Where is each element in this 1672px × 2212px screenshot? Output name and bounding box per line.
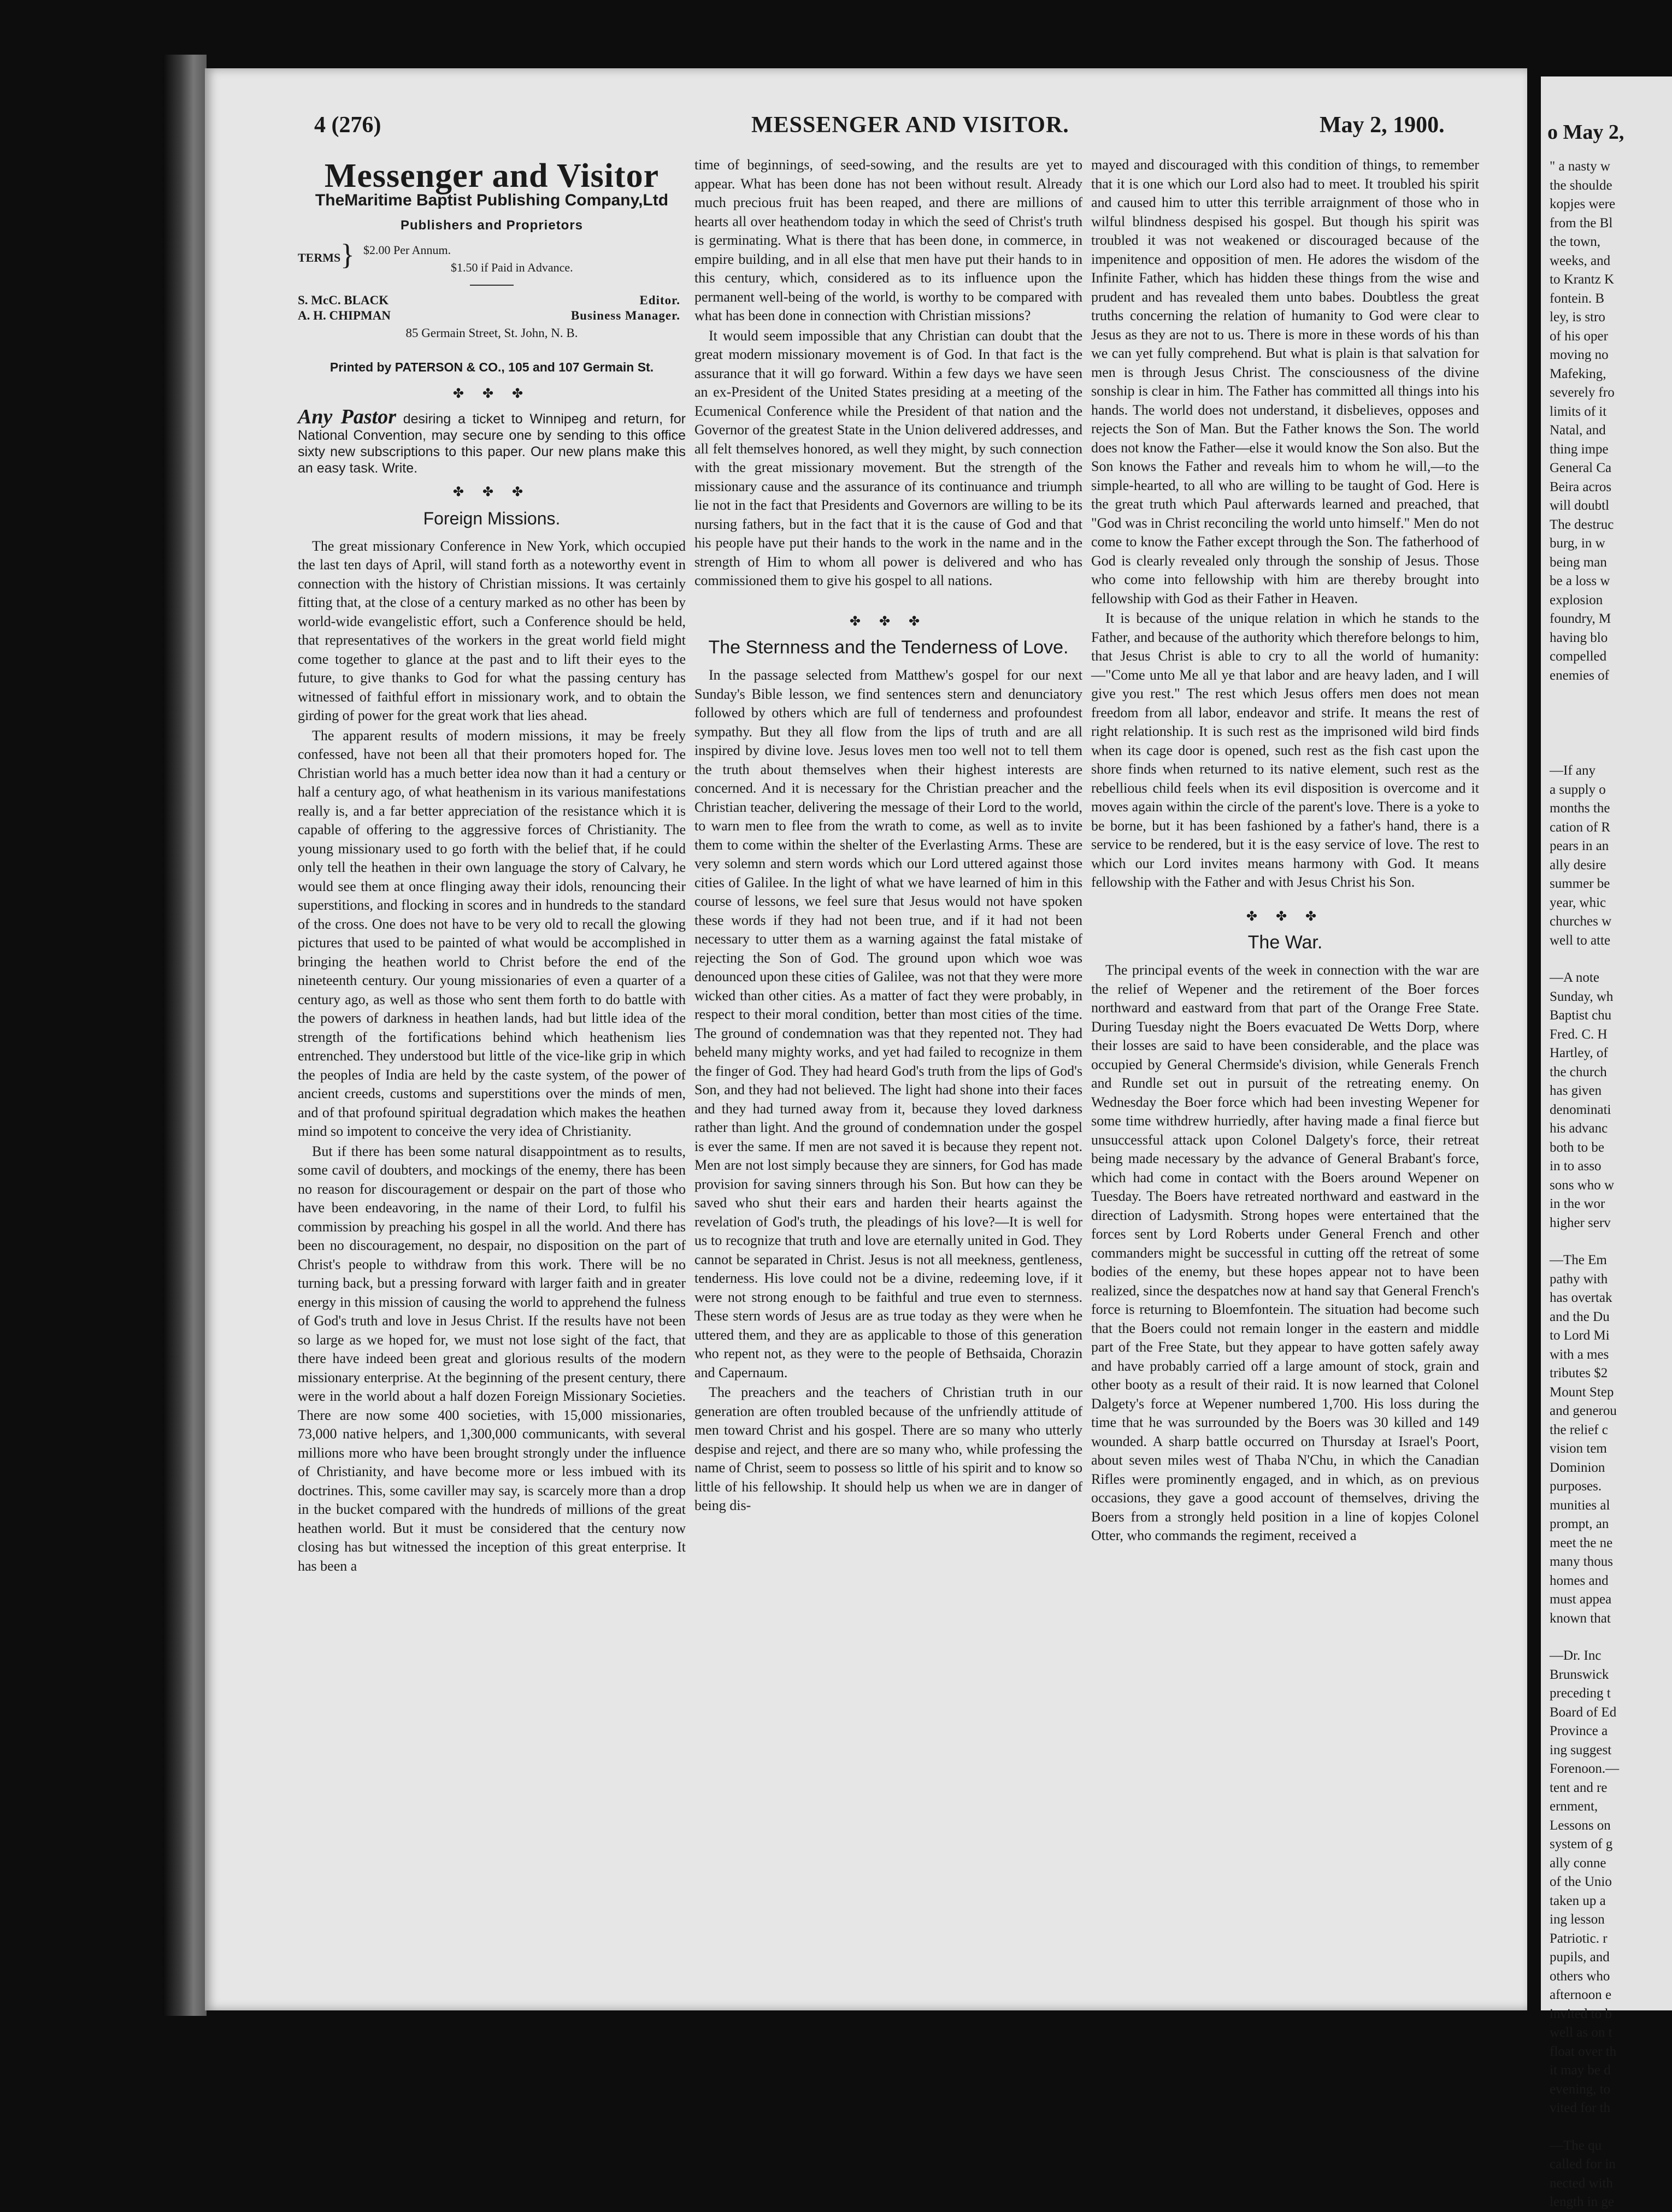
adjacent-text-line: the town, [1550, 234, 1601, 249]
adjacent-text-line: of the Unio [1550, 1874, 1612, 1889]
printer-credit: Printed by PATERSON & CO., 105 and 107 Germain St. [329, 360, 654, 374]
adjacent-text-line: purposes. [1550, 1479, 1602, 1494]
adjacent-text-line: pathy with [1550, 1271, 1608, 1287]
adjacent-text-line: the relief c [1550, 1422, 1608, 1437]
subscription-terms [298, 239, 686, 278]
adjacent-text-line: fontein. B [1550, 291, 1604, 306]
running-head [205, 112, 1527, 145]
adjacent-text-line: well as on t [1550, 2025, 1612, 2040]
article-paragraph: The principal events of the week in connection with the war are the relief of Wepener and the retirement of the Boer forces northward and eastward from that part of the Orange Free State. During Tuesday night the Boers evacuated De Wetts Dorp, where their losses are said to have been considerable, and the place was occupied by General Chermside's division, while Generals French and Rundle set out in pursuit of the retreating enemy. On Wednesday the Boer force which had been investing Wepener for some time withdrew hurriedly, after having made a final fierce but unsuccessful attack upon Colonel Dalgety's force, their retreat being made necessary by the advance of General Brabant's force, which had come in contact with the Boers around Wepener on Tuesday. The Boers have retreated northward and eastward in the direction of Ladysmith. Strong hopes were entertained that the forces sent by Lord Roberts under General French and other commanders might be successful in cutting off the retreat of some bodies of the enemy, but these hopes appear not to have been realized, since the despatches now at hand say that General French's force is returning to Bloemfontein. The situation had become such that the Boers could not remain longer in the eastern and middle part of the Free State, but they appear to have gotten safely away and have probably carried off a large amount of stock, grain and other booty as a result of their raid. It is now learned that Colonel Dalgety's force at Wepener numbered 1,700. His loss during the time that he was surrounded by the Boers was 30 killed and 149 wounded. A sharp battle occurred on Thursday at Israel's Poort, about seven miles west of Thaba N'Chu, in which the Canadian Rifles were prominently engaged, and in which, as on previous occasions, they gave a good account of themselves, driving the Boers from a strongly held position in a line of kopjes Colonel Otter, who commands the regiment, received a [1091, 962, 1479, 1543]
adjacent-text-line: has given [1550, 1083, 1602, 1098]
adjacent-text-line: —The Em [1550, 1253, 1607, 1267]
adjacent-text-line: enemies of [1550, 668, 1609, 683]
issue-date: May 2, 1900. [1320, 113, 1445, 138]
adjacent-text-line: meet the ne [1550, 1535, 1613, 1550]
adjacent-text-line: —Dr. Inc [1550, 1648, 1602, 1663]
adjacent-text-line: ally conne [1550, 1855, 1606, 1871]
adjacent-text-line: in the wor [1550, 1196, 1605, 1211]
adjacent-text-line: to Lord Mi [1550, 1328, 1610, 1343]
newspaper-page [205, 68, 1527, 2010]
article-paragraph: The preachers and the teachers of Christian truth in our generation are often troubled because of the unfriendly attitude of men toward Christ and his gospel. There are so many who utterly despise and reject, and there are so many who, while professing the name of Christ, seem to possess so little of his spirit and to know so little of his fellowship. It should help us when we are in danger of being dis- [694, 1384, 1082, 1513]
adjacent-text-line: vision tem [1550, 1441, 1607, 1456]
adjacent-text-line: from the Bl [1550, 215, 1613, 231]
binding-shadow [163, 55, 207, 2016]
adjacent-text-line: Province a [1550, 1724, 1608, 1738]
adjacent-text-line: in to asso [1550, 1159, 1602, 1173]
article-title-sternness: The Sternness and the Tenderness of Love. [708, 637, 1069, 658]
staff-editor [298, 291, 686, 306]
adjacent-text-line: Mount Step [1550, 1384, 1614, 1400]
adjacent-text-line: kopjes were [1550, 197, 1616, 211]
adjacent-text-line: summer be [1550, 876, 1610, 891]
adjacent-text-line: having blo [1550, 630, 1608, 645]
staff-manager [298, 306, 686, 322]
adjacent-text-line: sons who w [1550, 1177, 1615, 1193]
adjacent-text-line: the church [1550, 1064, 1607, 1080]
adjacent-text-line: taken up a [1550, 1893, 1606, 1908]
adjacent-text-line: year, whic [1550, 895, 1606, 910]
adjacent-text-line: Lessons on [1550, 1818, 1611, 1833]
adjacent-text-line: length in ge [1550, 2195, 1615, 2209]
adjacent-text-line: General Ca [1550, 461, 1612, 475]
page-number: 4 (276) [314, 113, 381, 138]
adjacent-text-line: burg, in w [1550, 536, 1605, 551]
adjacent-text-line: cation of R [1550, 819, 1611, 835]
masthead-title: Messenger and Visitor [324, 157, 660, 194]
adjacent-text-line: thing impe [1550, 441, 1609, 457]
adjacent-text-line: foundry, M [1550, 611, 1611, 626]
notice-body: desiring a ticket to Winnipeg and return, for National Convention, may secure one by sending to this office sixty new subscriptions to this paper. Our new plans make this an easy task. Write. [298, 411, 686, 476]
adjacent-text-line: his advanc [1550, 1121, 1608, 1136]
article-paragraph: It would seem impossible that any Christian can doubt that the great modern missionary movement is of God. In that fact is the assurance that it will go forward. Within a few days we have seen an ex-President of the United States presiding at a meeting of the Ecumenical Conference while the President of that nation and the Governor of the greatest State in the Union delivered addresses, and all felt themselves honored, as well they might, by such connection with the great missionary movement. But the strength of the missionary cause and the assurance of its continuance and triumph lie not in the fact that Presidents and Governors are willing to be its nursing fathers, but in the fact that it is the cause of God and that his people have put their hands to the work in the name and in the strength of Him to whom all power is delivered and who has commissioned them to give his gospel to all nations. [694, 327, 1082, 588]
adjacent-text-line: Board of Ed [1550, 1704, 1617, 1720]
adjacent-text-line: others who [1550, 1968, 1610, 1984]
adjacent-text-line: nected with [1550, 2175, 1613, 2191]
adjacent-text-line: it may be d [1550, 2063, 1611, 2078]
adjacent-text-line: system of g [1550, 1837, 1613, 1851]
adjacent-text-line: ing lesson [1550, 1912, 1605, 1927]
adjacent-text-line: Mafeking, [1550, 366, 1606, 381]
publisher-address: 85 Germain Street, St. John, N. B. [405, 326, 578, 340]
adjacent-text-line: higher serv [1550, 1215, 1611, 1230]
adjacent-text-line: limits of it [1550, 404, 1607, 419]
adjacent-text-line: Natal, and [1550, 423, 1606, 438]
adjacent-text-block [1541, 2137, 1672, 2212]
adjacent-text-line: being man [1550, 555, 1607, 570]
adjacent-text-line: homes and [1550, 1573, 1609, 1588]
adjacent-text-line: with a mes [1550, 1347, 1609, 1362]
adjacent-text-line: ernment, [1550, 1799, 1598, 1814]
terms-brace: } [340, 238, 355, 271]
adjacent-text-line: months the [1550, 801, 1610, 816]
adjacent-text-line: Baptist chu [1550, 1008, 1612, 1023]
adjacent-text-line: —If any [1550, 763, 1596, 778]
adjacent-text-line: to Krantz K [1550, 272, 1615, 287]
adjacent-page-fragment [1541, 76, 1672, 2209]
staff-name: A. H. CHIPMAN [298, 308, 391, 322]
adjacent-text-line: ley, is stro [1550, 310, 1605, 325]
pastor-notice [298, 405, 686, 476]
adjacent-text-line: both to be [1550, 1140, 1604, 1155]
adjacent-text-block [1541, 969, 1672, 1232]
terms-price-advance: $1.50 if Paid in Advance. [451, 260, 573, 274]
adjacent-text-line: —A note [1550, 970, 1599, 985]
adjacent-text-line: will doubtl [1550, 498, 1610, 513]
adjacent-text-line: Patriotic. r [1550, 1931, 1608, 1946]
ornament-divider: ✤ ✤ ✤ [1246, 909, 1324, 924]
adjacent-text-line: called for in [1550, 2157, 1616, 2172]
adjacent-text-line: and the Du [1550, 1309, 1610, 1324]
adjacent-text-line: Dominion [1550, 1460, 1605, 1475]
ornament-divider: ✤ ✤ ✤ [452, 485, 531, 499]
adjacent-text-line: be a loss w [1550, 574, 1610, 588]
adjacent-text-line: tributes $2 [1550, 1366, 1608, 1381]
notice-lead: Any Pastor [298, 405, 396, 428]
adjacent-text-line: Beira acros [1550, 479, 1612, 494]
article-paragraph: In the passage selected from Matthew's gospel for our next Sunday's Bible lesson, we find sentences stern and denunciatory followed by others which are full of tenderness and profoundest sympathy. But they all flow from the lips of truth and are all inspired by divine love. Jesus loves men too well not to tell them the truth about themselves when their highest interests are concerned. And it is necessary for the Christian preacher and the Christian teacher, delivering the message of their Lord to the world, to warn men to flee from the wrath to come, as well as to invite them to come within the shelter of the Everlasting Arms. These are very solemn and stern words which our Lord uttered against those cities of Galilee. In the light of what we have learned of him in this course of lessons, we feel sure that Jesus would not have spoken these words if they had not been true, and if it had not been necessary to utter them as a warning against the fatal mistake of rejecting the Son of God. The ground upon which woe was denounced upon these cities of Galilee, was not that they were more wicked than other cities. As a matter of fact they were probably, in respect to their moral condition, better than most cities of the time. The ground of condemnation was that they repented not. They had beheld many mighty works, and yet had failed to recognize in them the finger of God. They had heard God's truth from the lips of God's Son, and they had not believed. The light had shone into their faces and they had turned away from it, because they loved darkness rather than light. And the ground of condemnation under the gospel is ever the same. If men are not saved it is because they repent not. Men are not lost simply because they are sinners, for God has made provision for saving sinners through his Son. But how can they be saved who shut their ears and harden their hearts against the revelation of God's truth, the pleadings of his love?—It is well for us to recognize that truth and love are eternally united in God. They cannot be separated in Christ. Jesus is not all meekness, gentleness, tenderness. His love could not be a divine, redeeming love, if it were not strong enough to be faithful and true even to sternness. These stern words of Jesus are as true today as they were when he uttered them, and they are as applicable to those of this generation who repent not, as they were to the people of Bethsaida, Chorazin and Capernaum. [694, 667, 1082, 1381]
adjacent-text-line: moving no [1550, 347, 1609, 362]
adjacent-text-line: weeks, and [1550, 253, 1611, 268]
adjacent-text-line: explosion [1550, 592, 1603, 607]
article-paragraph: mayed and discouraged with this condition of things, to remember that it is one which our Lord also had to meet. It troubled his spirit and caused him to utter this terrible arraignment of those who in wilful blindness despised his gospel. But though his spirit was troubled it was not weakened or discouraged because of the impenitence and opposition of men. He adores the wisdom of the Infinite Father, which has hidden these things from the wise and prudent and has revealed them unto babes. Doubtless the great truths concerning the relation of humanity to God were clear to Jesus as they are not to us. There is more in these words of his than we can yet fully comprehend. But what is plain is that salvation for men is through Jesus Christ. The consciousness of the divine sonship is clear in him. The Father has committed all things into his hands. The world does not understand, it disbelieves, opposes and rejects the Son of Man. But the Father knows the Son. The world does not know the Father—else it would know the Son also. But the Son knows the Father and reveals him to whom he will,—to the simple-hearted, to all who are willing to be taught of God. Here is the great truth which Paul afterwards learned and preached, that "God was in Christ reconciling the world unto himself." Men do not come to know the Father except through the Son. The fatherhood of God is clearly revealed only through the sonship of Jesus. Those who come into fellowship with him are thereby brought into fellowship with God as their Father in Heaven. [1091, 157, 1479, 606]
adjacent-text-line: and generou [1550, 1403, 1617, 1418]
adjacent-page-header: o May 2, [1547, 121, 1624, 144]
adjacent-text-line: Forenoon.— [1550, 1761, 1620, 1776]
adjacent-text-line: Sunday, wh [1550, 989, 1614, 1004]
adjacent-text-line: afternoon e [1550, 1987, 1612, 2002]
adjacent-text-line: known that [1550, 1611, 1611, 1626]
staff-name: S. McC. BLACK [298, 293, 389, 307]
article-paragraph: time of beginnings, of seed-sowing, and the results are yet to appear. What has been done has not been without result. Already much precious fruit has been reaped, and there are millions of hearts all over heathendom today in which the seed of Christ's truth is germinating. What is there that has been done, in commerce, in empire building, and in all else that men have put their hands to in this century, which, considered as to its influence upon the permanent well-being of the world, is worthy to be compared with what has been done in connection with Christian missions? [694, 157, 1082, 323]
adjacent-text-line: Fred. C. H [1550, 1027, 1608, 1042]
column-2 [694, 156, 1082, 2002]
article-paragraph: It is because of the unique relation in which he stands to the Father, and because of the authority which therefore belongs to him, that Jesus Christ is able to cry to all the world of humanity:—"Come unto Me all ye that labor and are heavy laden, and I will give you rest." The rest which Jesus offers men does not mean freedom from all labor, endeavor and strife. It means the rest of right relationship. It is such rest as the imprisoned wild bird finds when its cage door is opened, such rest as the fish cast upon the shore finds when returned to its native element, such rest as the rebellious child feels when its evil disposition is overcome and it moves again within the circle of the parent's love. There is a yoke to be borne, but it has been fashioned by a father's hand, there is a service to be rendered, but it is the easy service of love. The rest to which our Lord invites means harmony with God. It means fellowship with the Father and with Jesus Christ his Son. [1091, 610, 1479, 890]
adjacent-text-line: Brunswick [1550, 1667, 1609, 1682]
divider [470, 285, 514, 286]
adjacent-page-lines [1541, 157, 1672, 2212]
newspaper-title: MESSENGER AND VISITOR. [751, 113, 1069, 138]
adjacent-text-line: prompt, an [1550, 1517, 1609, 1531]
adjacent-text-line: evening, to [1550, 2081, 1611, 2097]
terms-price-annual: $2.00 Per Annum. [363, 243, 451, 257]
ornament-divider: ✤ ✤ ✤ [849, 614, 928, 629]
adjacent-text-block [1541, 157, 1672, 685]
adjacent-text-line: float over th [1550, 2044, 1617, 2059]
terms-label: TERMS [298, 250, 341, 264]
article-paragraph: The apparent results of modern missions, it may be freely confessed, have not been all that their promoters hoped for. The Christian world has a much better idea now than it had a century or half a century ago, of what heathenism in its various manifestations really is, and a far better appreciation of the resistance which it is capable of offering to the aggressive forces of Christianity. The young missionary used to go forth with the belief that, if he could only tell the heathen in their own language the story of Calvary, he would see them at once flinging away their idols, renouncing their superstitions, and flocking in scores and in hundreds to the standard of the cross. One does not have to be very old to recall the glowing pictures that used to be painted of what would be accomplished in bringing the heathen world to Christ before the end of the nineteenth century. Our young missionaries of even a quarter of a century ago, as well as those who sent them forth to do battle with the powers of darkness in heathen lands, had but little idea of the strength of the fortifications behind which heathenism lies entrenched. They understood but little of the vice-like grip in which the peoples of India are held by the caste system, of the power of ancient creeds, customs and superstitions over the minds of men, and of that profound spiritual degradation which makes the heathen mind so impotent to conceive the very idea of Christianity. [298, 727, 686, 1139]
adjacent-text-line: pears in an [1550, 839, 1609, 853]
staff-role: Business Manager. [570, 308, 680, 322]
adjacent-text-line: " a nasty w [1550, 159, 1610, 174]
adjacent-text-line: compelled [1550, 649, 1607, 664]
adjacent-text-line: churches w [1550, 914, 1612, 929]
adjacent-text-line: denominati [1550, 1102, 1611, 1117]
adjacent-text-line: pupils, and [1550, 1950, 1610, 1965]
article-title-foreign-missions: Foreign Missions. [423, 508, 561, 528]
adjacent-text-line: preceding t [1550, 1686, 1611, 1701]
adjacent-text-line: The destruc [1550, 517, 1614, 532]
article-title-the-war: The War. [1247, 932, 1323, 953]
masthead-subtitle: Publishers and Proprietors [400, 218, 584, 233]
adjacent-text-line: well to atte [1550, 933, 1611, 948]
adjacent-text-block [1541, 762, 1672, 950]
adjacent-text-line: of his oper [1550, 328, 1608, 344]
article-paragraph: The great missionary Conference in New York, which occupied the last ten days of April, will stand forth as a noteworthy event in connection with the history of Christian missions. It was certainly fitting that, at the close of a century marked as no other has been by world-wide evangelistic effort, such a Conference should be held, that representatives of the workers in the great world field might come together to glance at the past and to lift their eyes to the future, to give thanks to God for what the passing century has witnessed of faithful effort in missionary work, and to obtain the girding of power for the great work that lies ahead. [298, 538, 686, 723]
adjacent-text-line: —The qu [1550, 2138, 1602, 2153]
adjacent-text-line: many thous [1550, 1554, 1613, 1569]
adjacent-text-line: tent and re [1550, 1780, 1608, 1795]
adjacent-text-line: the shoulde [1550, 178, 1612, 193]
ornament-divider: ✤ ✤ ✤ [452, 386, 531, 401]
adjacent-text-line: ing suggest [1550, 1742, 1612, 1757]
adjacent-text-line: munities al [1550, 1497, 1610, 1513]
adjacent-text-line: a supply o [1550, 782, 1606, 797]
adjacent-text-line: ally desire [1550, 857, 1606, 872]
staff-role: Editor. [639, 293, 680, 307]
column-1 [298, 156, 686, 2002]
column-3 [1091, 156, 1479, 2002]
adjacent-text-line: vited for th [1550, 2101, 1611, 2115]
article-paragraph: But if there has been some natural disappointment as to results, some cavil of doubters, and mockings of the enemy, there has been no reason for discouragement or despair on the part of those who have been endeavoring, in the name of their Lord, to fulfil his commission by preaching his gospel in all the world. And there has been no discouragement, no despair, no disposition on the part of Christ's people to withdraw from this work. There will be no turning back, but a pressing forward with larger faith and in greater energy in this mission of causing the world to apprehend the fulness of God's truth and love in Jesus Christ. If the results have not been so large as we hoped for, we must not lose sight of the fact, that there have indeed been great and glorious results of the modern missionary enterprise. At the beginning of the present century, there were in the world about a half dozen Foreign Missionary Societies. There are now some 400 societies, with 15,000 missionaries, 73,000 native helpers, and 1,300,000 communicants, with several millions more who have been brought strongly under the influence of Christianity, and have become more or less imbued with its doctrines. This, some caviller may say, is scarcely more than a drop in the bucket compared with the hundreds of millions of the great heathen world. But it must be considered that the century now closing has but witnessed the inception of this great enterprise. It has been a [298, 1143, 686, 1574]
adjacent-text-block [1541, 1251, 1672, 1628]
adjacent-text-line: must appea [1550, 1592, 1612, 1607]
adjacent-text-line: Hartley, of [1550, 1046, 1608, 1060]
adjacent-text-line: invited to b [1550, 2006, 1612, 2021]
adjacent-text-line: severely fro [1550, 385, 1615, 400]
masthead-company: TheMaritime Baptist Publishing Company,Ltd [315, 191, 669, 209]
adjacent-text-line: has overtak [1550, 1290, 1612, 1305]
adjacent-text-block [1541, 1647, 1672, 2118]
